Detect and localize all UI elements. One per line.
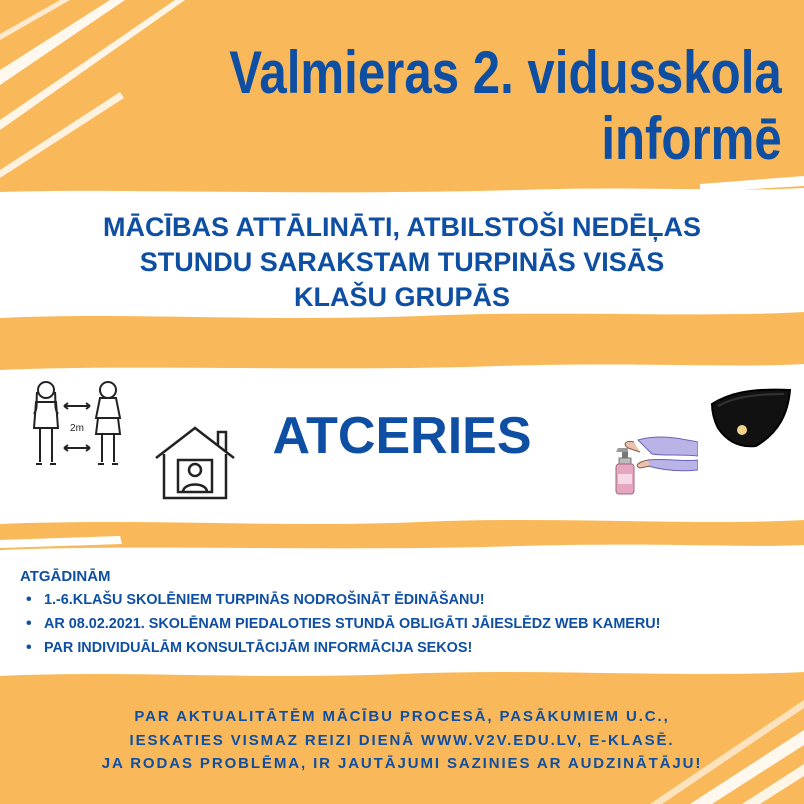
footer-line: IESKATIES VISMAZ REIZI DIENĀ WWW.V2V.EDU.LV, E-KLASĒ. <box>129 731 675 749</box>
distance-label: 2m <box>70 423 84 434</box>
footer-note <box>0 705 804 776</box>
headline-line: MĀCĪBAS ATTĀLINĀTI, ATBILSTOŠI NEDĒĻAS <box>103 212 701 242</box>
headline-line: STUNDU SARAKSTAM TURPINĀS VISĀS <box>139 247 665 277</box>
face-mask-icon <box>708 384 792 452</box>
reminder-item: • AR 08.02.2021. SKOLĒNAM PIEDALOTIES STUNDĀ OBLIGĀTI JĀIESLĒDZ WEB KAMERU! <box>44 612 660 636</box>
footer-line: JA RODAS PROBLĒMA, IR JAUTĀJUMI SAZINIES AR AUDZINĀTĀJU! <box>101 755 703 772</box>
atceries-heading: ATCERIES <box>272 407 532 465</box>
hand-sanitizer-icon <box>608 430 698 496</box>
page-title <box>230 40 782 172</box>
headline-line: KLAŠU GRUPĀS <box>293 282 510 312</box>
reminders-list <box>20 588 660 660</box>
reminders-title: ATGĀDINĀM <box>20 568 111 585</box>
title-line: Valmieras 2. vidusskola <box>229 39 782 106</box>
title-line: informē <box>601 105 782 172</box>
headline <box>0 210 804 315</box>
reminder-item: • PAR INDIVIDUĀLĀM KONSULTĀCIJĀM INFORMĀCIJA SEKOS! <box>44 636 660 660</box>
reminders-section <box>20 566 660 660</box>
reminder-item: • 1.-6.KLAŠU SKOLĒNIEM TURPINĀS NODROŠINĀT ĒDINĀŠANU! <box>44 588 660 612</box>
footer-line: PAR AKTUALITĀTĒM MĀCĪBU PROCESĀ, PASĀKUMIEM U.C., <box>134 708 670 725</box>
